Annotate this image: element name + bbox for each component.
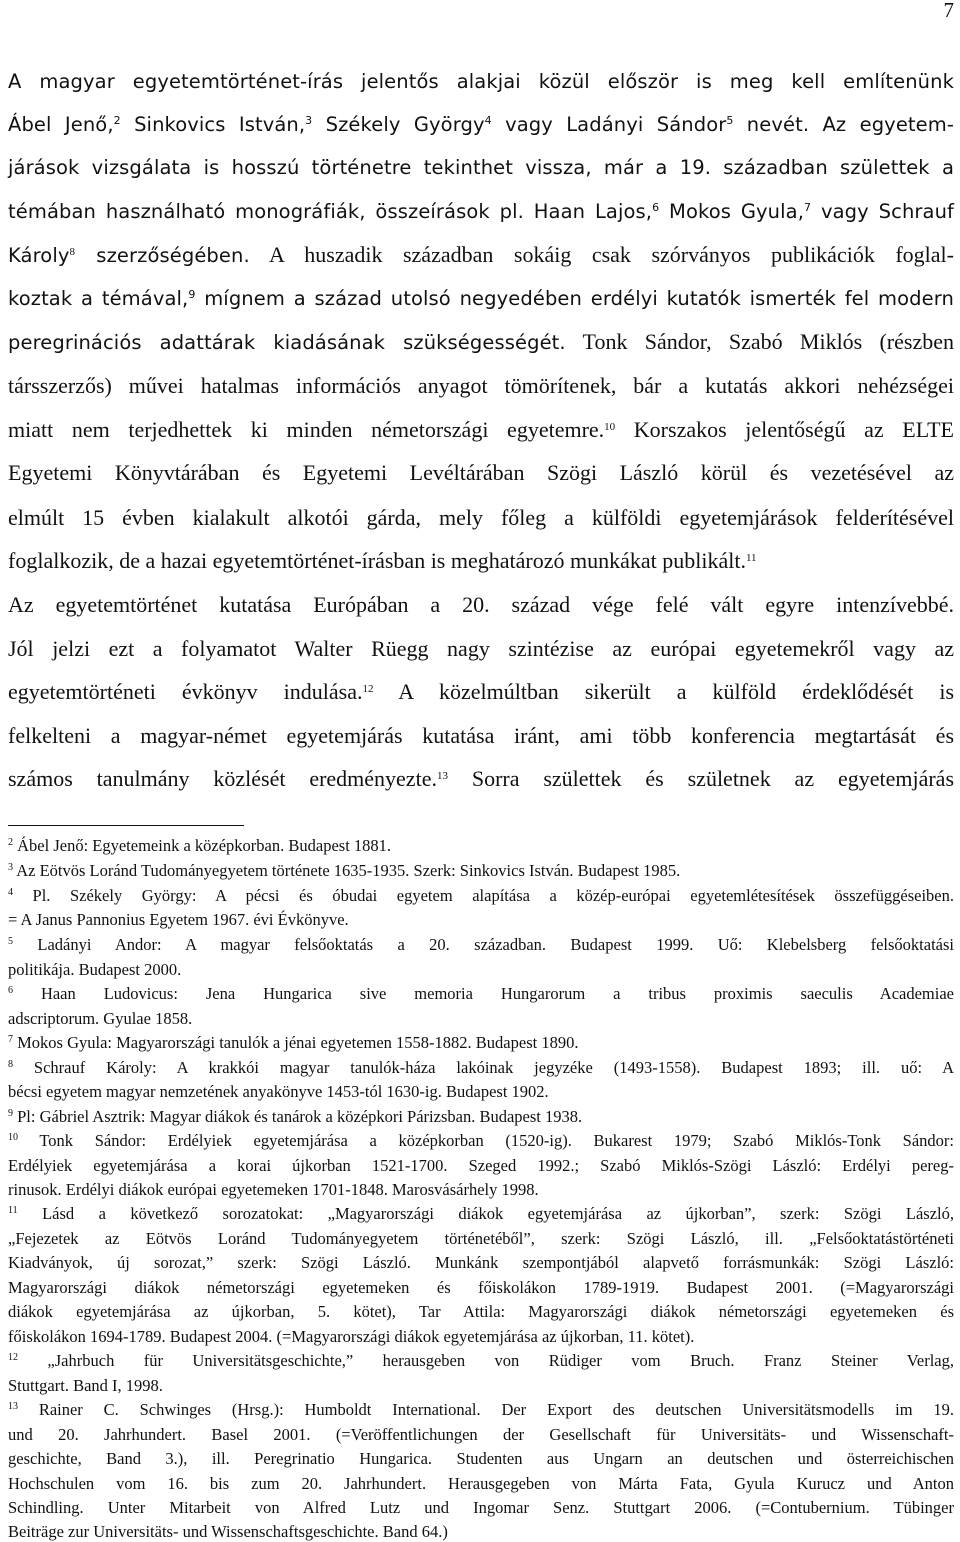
- footnote: geschichte, Band 3.), ill. Peregrinatio Hungarica. Studenten aus Ungarn an deutschen und österreichischen: [8, 1449, 954, 1468]
- footnote: $^{12}$ „Jahrbuch für Universitätsgeschichte,” herausgeben von Rüdiger vom Bruch. Franz Steiner Verlag,: [8, 1351, 954, 1370]
- footnote: Erdélyiek egyetemjárása a korai újkorban 1521-1700. Szeged 1992.; Szabó Miklós-Szögi László: Erdélyi pereg-: [8, 1156, 954, 1175]
- body-line: elmúlt 15 évben kialakult alkotói gárda, mely főleg a külföldi egyetemjárások felderítésével: [8, 505, 954, 530]
- body-line: peregrinációs adattárak kiadásának szükségességét. Tonk Sándor, Szabó Miklós (részben: [8, 329, 954, 354]
- footnote: Magyarországi diákok németországi egyetemeken és főiskolákon 1789-1919. Budapest 2001. (=Magyarországi: [8, 1278, 954, 1297]
- footnote: $^4$ Pl. Székely György: A pécsi és óbudai egyetem alapítása a közép-európai egyetemlétesítések összefüggéseiben.: [8, 886, 954, 905]
- footnote: Hochschulen vom 16. bis zum 20. Jahrhundert. Herausgegeben von Márta Fata, Gyula Kurucz und Anton: [8, 1474, 954, 1493]
- footnote: $^2$ Ábel Jenő: Egyetemeink a középkorban. Budapest 1881.: [8, 836, 392, 855]
- footnote: $^{13}$ Rainer C. Schwinges (Hrsg.): Humboldt International. Der Export des deutschen Universitätsmodells im 19.: [8, 1400, 954, 1419]
- body-line: miatt nem terjedhettek ki minden németországi egyetemre.$^{10}$ Korszakos jelentőségű az ELTE: [8, 417, 954, 442]
- body-line: koztak a témával,$^9$ mígnem a század utolsó negyedében erdélyi kutatók ismerték fel modern: [8, 287, 954, 310]
- footnote: Stuttgart. Band I, 1998.: [8, 1376, 163, 1395]
- footnote: $^3$ Az Eötvös Loránd Tudományegyetem története 1635-1935. Szerk: Sinkovics István. Budapest 1985.: [8, 861, 681, 880]
- footnote: $^{11}$ Lásd a következő sorozatokat: „Magyarországi diákok egyetemjárása az újkorban”, szerk: Szögi László,: [8, 1204, 954, 1223]
- page-number: 7: [943, 0, 954, 22]
- body-line: Az egyetemtörténet kutatása Európában a 20. század vége felé vált egyre intenzívebbé.: [8, 592, 954, 617]
- footnote: Beiträge zur Universitäts- und Wissenschaftsgeschichte. Band 64.): [8, 1522, 448, 1541]
- footnote: „Fejezetek az Eötvös Loránd Tudományegyetem történetéből”, szerk: Szögi László, ill. „Felsőoktatástörténeti: [8, 1229, 954, 1248]
- footnote: rinusok. Erdélyi diákok európai egyetemeken 1701-1848. Marosvásárhely 1998.: [8, 1180, 539, 1199]
- footnote: $^7$ Mokos Gyula: Magyarországi tanulók a jénai egyetemen 1558-1882. Budapest 1890.: [8, 1033, 579, 1052]
- footnote: $^9$ Pl: Gábriel Asztrik: Magyar diákok és tanárok a középkori Párizsban. Budapest 1938.: [8, 1107, 583, 1126]
- footnote: Kiadványok, új sorozat,” szerk: Szögi László. Munkánk szempontjából alapvető forrásmunkák: Szögi László:: [8, 1253, 954, 1272]
- body-line: Ábel Jenő,$^2$ Sinkovics István,$^3$ Székely György$^4$ vagy Ladányi Sándor$^5$ nevét. Az egyetem-: [8, 113, 954, 136]
- footnote: Schindling. Unter Mitarbeit von Alfred Lutz und Ingomar Senz. Stuttgart 2006. (=Contubernium. Tübinger: [8, 1498, 954, 1517]
- footnote: $^5$ Ladányi Andor: A magyar felsőoktatás a 20. században. Budapest 1999. Uő: Klebelsberg felsőoktatási: [8, 935, 954, 954]
- footnote: bécsi egyetem magyar nemzetének anyakönyve 1453-tól 1630-ig. Budapest 1902.: [8, 1082, 549, 1101]
- body-line: Jól jelzi ezt a folyamatot Walter Rüegg nagy szintézise az európai egyetemekről vagy az: [8, 636, 954, 661]
- footnote: und 20. Jahrhundert. Basel 2001. (=Veröffentlichungen der Gesellschaft für Universitäts- und Wissenschaft-: [8, 1425, 954, 1444]
- body-line: társszerzős) művei hatalmas információs anyagot tömörítenek, bár a kutatás akkori nehézségei: [8, 373, 954, 398]
- footnote: $^8$ Schrauf Károly: A krakkói magyar tanulók-háza lakóinak jegyzéke (1493-1558). Budapest 1893; ill. uő: A: [8, 1058, 954, 1077]
- footnote: politikája. Budapest 2000.: [8, 960, 182, 979]
- body-line: témában használható monográfiák, összeírások pl. Haan Lajos,$^6$ Mokos Gyula,$^7$ vagy Schrauf: [8, 200, 954, 223]
- footnote: főiskolákon 1694-1789. Budapest 2004. (=Magyarországi diákok egyetemjárása az újkorban, 11. kötet).: [8, 1327, 695, 1346]
- footnote: = A Janus Pannonius Egyetem 1967. évi Évkönyve.: [8, 910, 349, 929]
- body-line: felkelteni a magyar-német egyetemjárás kutatása iránt, ami több konferencia megtartását és: [8, 723, 954, 748]
- footnote: diákok egyetemjárása az újkorban, 5. kötet), Tar Attila: Magyarországi diákok németországi egyetemeken és: [8, 1302, 954, 1321]
- body-line: Egyetemi Könyvtárában és Egyetemi Levéltárában Szögi László körül és vezetésével az: [8, 460, 954, 485]
- body-line: egyetemtörténeti évkönyv indulása.$^{12}$ A közelmúltban sikerült a külföld érdeklődését is: [8, 679, 955, 704]
- footnote: adscriptorum. Gyulae 1858.: [8, 1009, 193, 1028]
- body-line: A magyar egyetemtörténet-írás jelentős alakjai közül először is meg kell említenünk: [8, 70, 954, 93]
- body-line: foglalkozik, de a hazai egyetemtörténet-írásban is meghatározó munkákat publikált.$^{11}$: [8, 548, 757, 573]
- footnote: $^6$ Haan Ludovicus: Jena Hungarica sive memoria Hungarorum a tribus proximis saeculis Academiae: [8, 984, 954, 1003]
- body-line: Károly$^8$ szerzőségében. A huszadik században sokáig csak szórványos publikációk foglal-: [8, 242, 954, 267]
- footnote-separator: [8, 825, 244, 826]
- footnote: $^{10}$ Tonk Sándor: Erdélyiek egyetemjárása a középkorban (1520-ig). Bukarest 1979; Szabó Miklós-Tonk Sándor:: [8, 1131, 954, 1150]
- body-line: számos tanulmány közlését eredményezte.$^{13}$ Sorra születtek és születnek az egyetemjárás: [8, 766, 955, 791]
- body-line: járások vizsgálata is hosszú történetre tekinthet vissza, már a 19. században születtek a: [8, 156, 954, 179]
